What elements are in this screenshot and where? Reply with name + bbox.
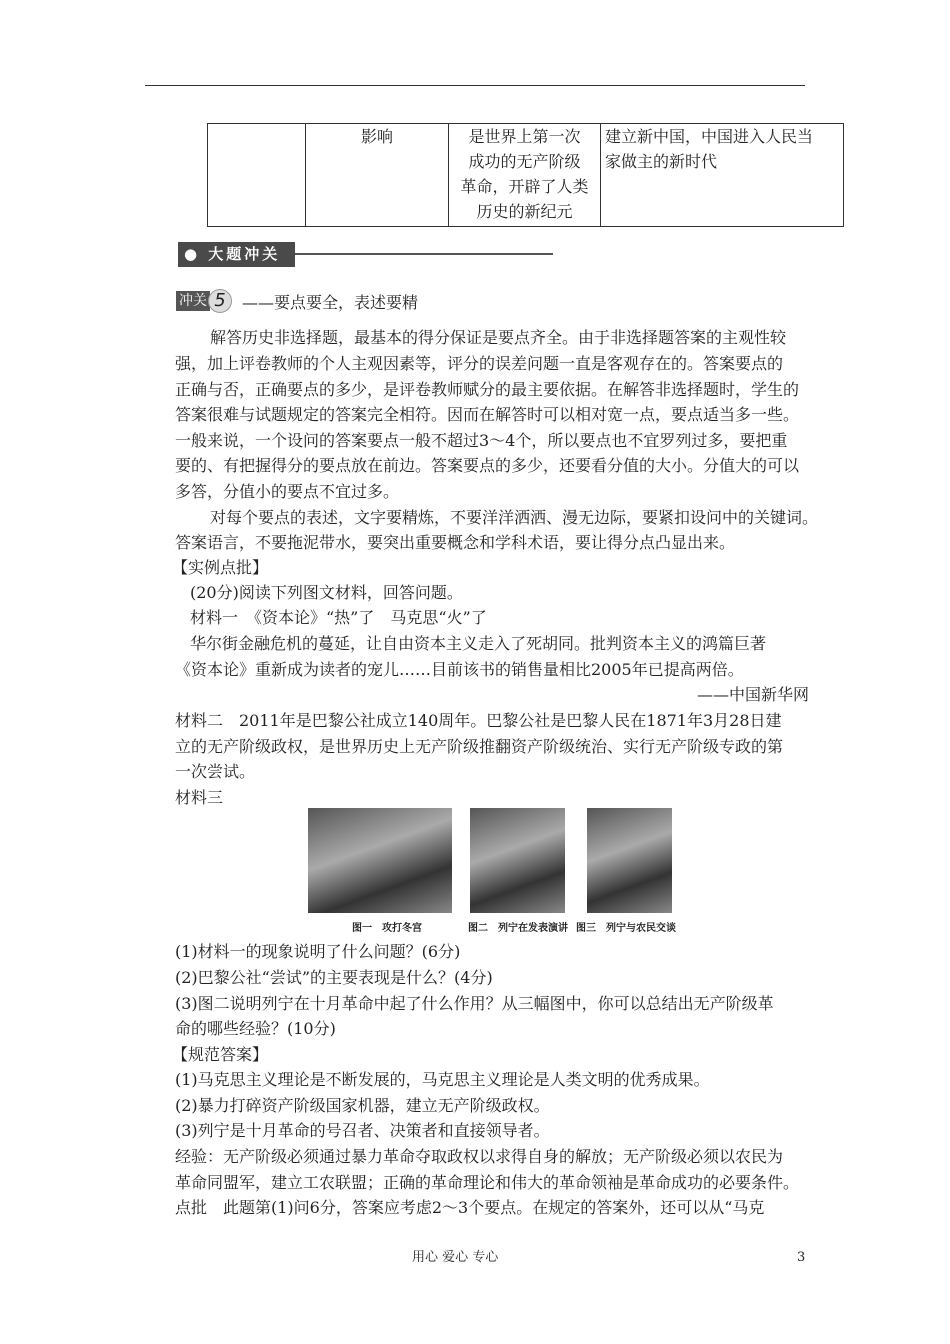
answer-line: (3)列宁是十月革命的号召者、决策者和直接领导者。 bbox=[175, 1121, 550, 1140]
example-prompt: (20分)阅读下列图文材料，回答问题。 bbox=[190, 583, 463, 602]
answer-line: 经验：无产阶级必须通过暴力革命夺取政权以求得自身的解放；无产阶级必须以农民为 bbox=[175, 1147, 784, 1166]
text-line: 多答，分值小的要点不宜过多。 bbox=[175, 482, 400, 501]
header-rule bbox=[145, 85, 805, 86]
cell-line: 革命，开辟了人类 bbox=[460, 177, 589, 196]
text-line: 解答历史非选择题，最基本的得分保证是要点齐全。由于非选择题答案的主观性较 bbox=[210, 328, 787, 347]
text-line: 华尔街金融危机的蔓延，让自由资本主义走入了死胡同。批判资本主义的鸿篇巨著 bbox=[190, 634, 767, 653]
text-line: 答案很难与试题规定的答案完全相符。因而在解答时可以相对宽一点，要点适当多一些。 bbox=[175, 405, 800, 424]
table-cell-october bbox=[449, 124, 601, 227]
text-line: 《资本论》重新成为读者的宠儿……目前该书的销售量相比2005年已提高两倍。 bbox=[175, 660, 744, 679]
table-cell-empty bbox=[208, 124, 306, 227]
cell-line: 是世界上第一次 bbox=[468, 127, 581, 146]
section-badge: ● 大题冲关 bbox=[178, 242, 295, 267]
text-line: 正确与否，正确要点的多少，是评卷教师赋分的最主要依据。在解答非选择题时，学生的 bbox=[175, 380, 800, 399]
question: (1)材料一的现象说明了什么问题？(6分) bbox=[175, 942, 461, 961]
table-row-label: 影响 bbox=[306, 124, 449, 227]
text-line: 强，加上评卷教师的个人主观因素等，评分的误差问题一直是客观存在的。答案要点的 bbox=[175, 354, 784, 373]
material-three-title: 材料三 bbox=[175, 788, 224, 807]
cell-line: 历史的新纪元 bbox=[476, 202, 573, 221]
text-line: 一次尝试。 bbox=[175, 762, 256, 781]
material-one-title: 材料一 《资本论》“热”了 马克思“火”了 bbox=[190, 608, 487, 627]
table-row bbox=[208, 124, 844, 227]
text-line: 材料二 2011年是巴黎公社成立140周年。巴黎公社是巴黎人民在1871年3月28日建 bbox=[175, 711, 782, 730]
section-rule bbox=[295, 253, 553, 255]
material-source: ——中国新华网 bbox=[697, 685, 810, 704]
image-storming-winter-palace bbox=[308, 808, 452, 913]
image-caption: 图三 列宁与农民交谈 bbox=[576, 923, 676, 934]
image-lenin-speech bbox=[470, 808, 565, 913]
cell-line: 家做主的新时代 bbox=[605, 152, 718, 171]
answer-line: (1)马克思主义理论是不断发展的，马克思主义理论是人类文明的优秀成果。 bbox=[175, 1070, 710, 1089]
footer-motto: 用心 爱心 专心 bbox=[412, 1250, 499, 1265]
text-line: 立的无产阶级政权，是世界历史上无产阶级推翻资产阶级统治、实行无产阶级专政的第 bbox=[175, 737, 784, 756]
text-line: 答案语言，不要拖泥带水，要突出重要概念和学科术语，要让得分点凸显出来。 bbox=[175, 533, 736, 552]
text-line: 对每个要点的表述，文字要精炼，不要洋洋洒洒、漫无边际，要紧扣设问中的关键词。 bbox=[210, 508, 819, 527]
answer-line: (2)暴力打碎资产阶级国家机器，建立无产阶级政权。 bbox=[175, 1096, 550, 1115]
answer-line: 点批 此题第(1)问6分，答案应考虑2～3个要点。在规定的答案外，还可以从“马克 bbox=[175, 1198, 765, 1217]
example-heading: 【实例点批】 bbox=[172, 558, 269, 577]
challenge-heading bbox=[176, 290, 418, 312]
image-caption: 图一 攻打冬宫 bbox=[352, 923, 422, 934]
answer-line: 革命同盟军，建立工农联盟；正确的革命理论和伟大的革命领袖是革命成功的必要条件。 bbox=[175, 1173, 800, 1192]
cell-line: 建立新中国，中国进入人民当 bbox=[605, 127, 814, 146]
question: (3)图二说明列宁在十月革命中起了什么作用？从三幅图中，你可以总结出无产阶级革 bbox=[175, 994, 774, 1013]
text-line: 要的、有把握得分的要点放在前边。答案要点的多少，还要看分值的大小。分值大的可以 bbox=[175, 456, 800, 475]
image-caption: 图二 列宁在发表演讲 bbox=[468, 923, 568, 934]
image-lenin-peasants bbox=[587, 808, 672, 913]
challenge-subtitle: ——要点要全，表述要精 bbox=[242, 292, 419, 312]
cell-line: 成功的无产阶级 bbox=[468, 152, 581, 171]
challenge-label: 冲关 bbox=[176, 291, 210, 311]
table-cell-china bbox=[601, 124, 844, 227]
question: (2)巴黎公社“尝试”的主要表现是什么？(4分) bbox=[175, 968, 493, 987]
question: 命的哪些经验？(10分) bbox=[175, 1019, 336, 1038]
text-line: 一般来说，一个设问的答案要点一般不超过3～4个，所以要点也不宜罗列过多，要把重 bbox=[175, 431, 788, 450]
answer-heading: 【规范答案】 bbox=[172, 1045, 269, 1064]
challenge-number: 5 bbox=[208, 289, 232, 313]
comparison-table bbox=[207, 123, 844, 227]
page-number: 3 bbox=[797, 1250, 806, 1265]
